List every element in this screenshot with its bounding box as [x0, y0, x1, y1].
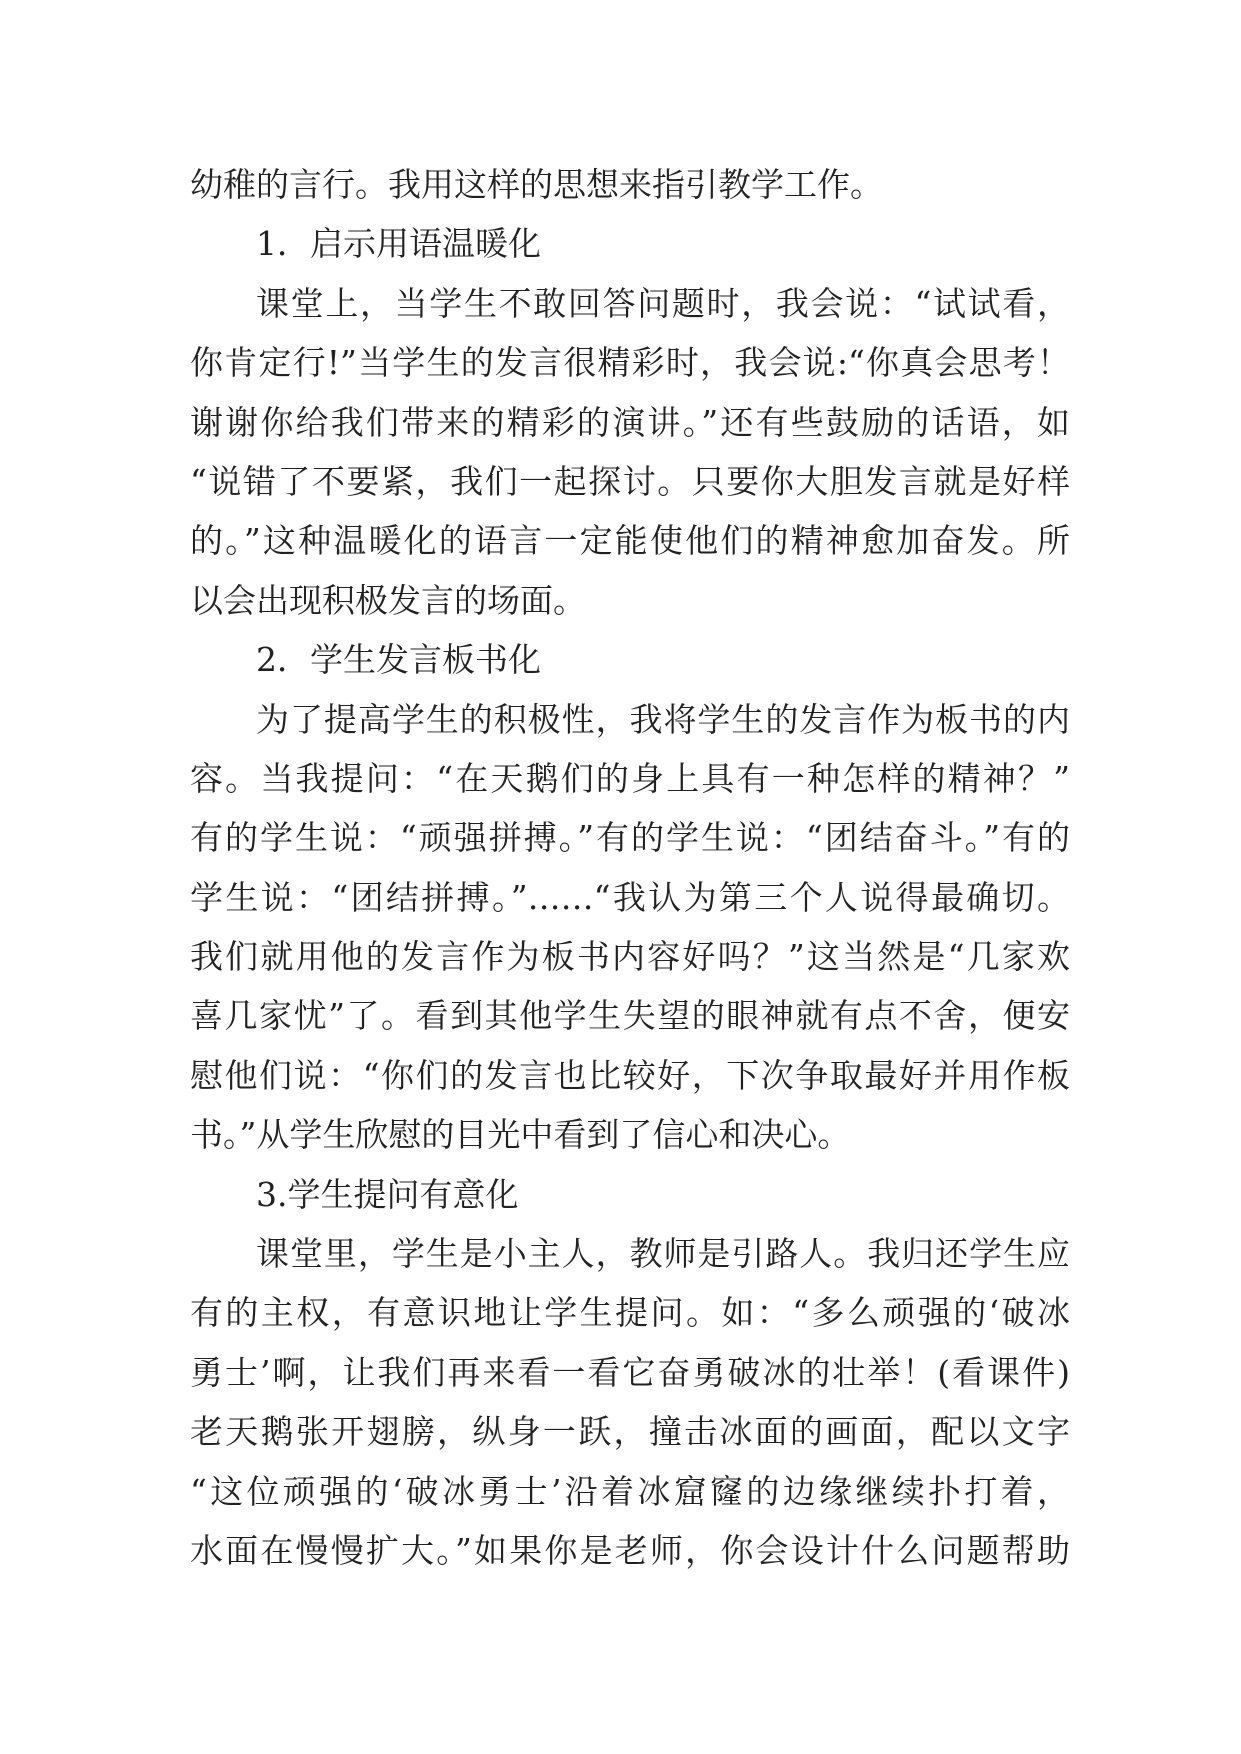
- paragraph-line: “这位顽强的‘破冰勇士’沿着冰窟窿的边缘继续扑打着，: [190, 1471, 1070, 1511]
- paragraph-line: 喜几家忧”了。看到其他学生失望的眼神就有点不舍，便安: [190, 996, 1070, 1036]
- paragraph-line: 书。”从学生欣慰的目光中看到了信心和决心。: [190, 1115, 851, 1155]
- paragraph-line: 课堂里，学生是小主人，教师是引路人。我归还学生应: [256, 1234, 1070, 1274]
- paragraph-line: 容。当我提问：“在天鹅们的身上具有一种怎样的精神？”: [190, 758, 1070, 798]
- paragraph-line: 课堂上，当学生不敢回答问题时，我会说：“试试看，: [256, 283, 1070, 323]
- paragraph-line: 老天鹅张开翅膀，纵身一跃，撞击冰面的画面，配以文字: [190, 1412, 1070, 1452]
- paragraph-line: “说错了不要紧，我们一起探讨。只要你大胆发言就是好样: [190, 461, 1070, 501]
- paragraph-line: 有的学生说：“顽强拼搏。”有的学生说：“团结奋斗。”有的: [190, 818, 1070, 858]
- paragraph-line: 慰他们说：“你们的发言也比较好，下次争取最好并用作板: [190, 1055, 1070, 1095]
- paragraph-line: 谢谢你给我们带来的精彩的演讲。”还有些鼓励的话语，如: [190, 402, 1070, 442]
- paragraph-line: 你肯定行!”当学生的发言很精彩时，我会说:“你真会思考！: [190, 343, 1070, 383]
- paragraph-line: 我们就用他的发言作为板书内容好吗？”这当然是“几家欢: [190, 937, 1070, 977]
- paragraph-line: 幼稚的言行。我用这样的思想来指引教学工作。: [190, 165, 883, 204]
- paragraph-line: 水面在慢慢扩大。”如果你是老师，你会设计什么问题帮助: [190, 1530, 1070, 1570]
- section-heading-1: 1．启示用语温暖化: [256, 224, 541, 264]
- paragraph-line: 的。”这种温暖化的语言一定能使他们的精神愈加奋发。所: [190, 521, 1070, 561]
- paragraph-line: 以会出现积极发言的场面。: [190, 580, 586, 620]
- paragraph-line: 为了提高学生的积极性，我将学生的发言作为板书的内: [256, 699, 1070, 739]
- section-heading-3: 3.学生提问有意化: [256, 1174, 519, 1214]
- paragraph-line: 学生说：“团结拼搏。”……“我认为第三个人说得最确切。: [190, 877, 1070, 917]
- paragraph-line: 有的主权，有意识地让学生提问。如：“多么顽强的‘破冰: [190, 1293, 1070, 1333]
- section-heading-2: 2．学生发言板书化: [256, 640, 541, 680]
- body-text: [190, 155, 1070, 1580]
- paragraph-line: 勇士’啊，让我们再来看一看它奋勇破冰的壮举！(看课件): [190, 1352, 1070, 1392]
